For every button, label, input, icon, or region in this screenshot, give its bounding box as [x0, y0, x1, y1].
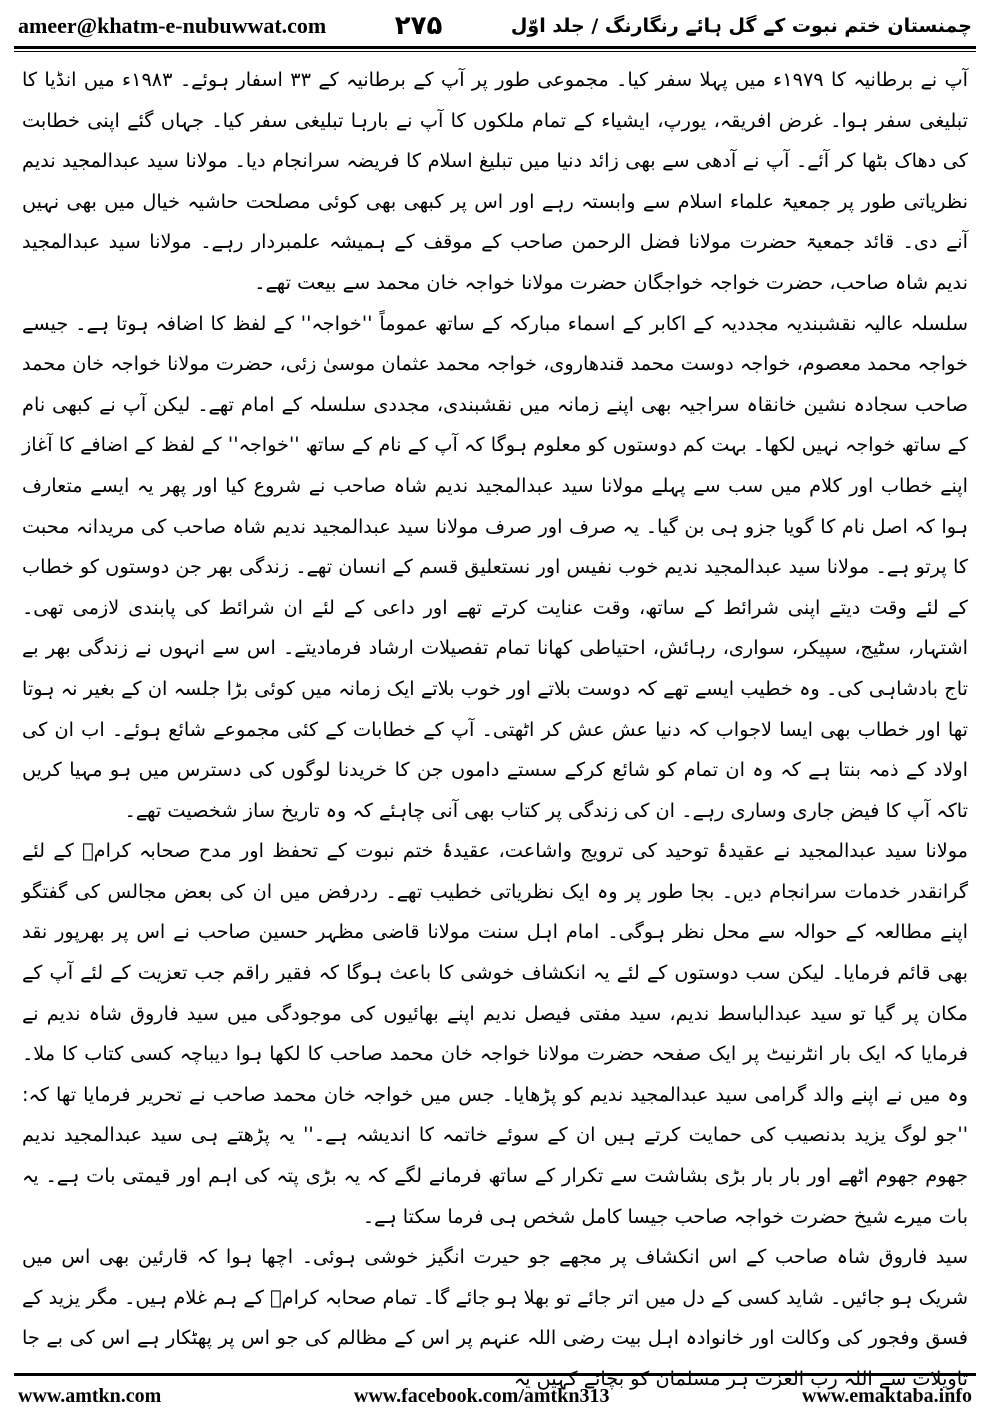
- header-divider: [14, 46, 976, 49]
- paragraph-1: آپ نے برطانیہ کا ۱۹۷۹ء میں پہلا سفر کیا۔ مجموعی طور پر آپ کے برطانیہ کے ۳۳ اسفار ہوئے۔ ۱۹۸۳ء میں انڈیا کا تبلیغی سفر ہوا۔ غرض افریقہ، یورپ، ایشیاء کے تمام ملکوں کا آپ نے بارہا تبلیغی سفر کیا۔ جہاں گئے اپنی خطابت کی دھاک بٹھا کر آئے۔ آپ نے آدھی سے بھی زائد دنیا میں تبلیغ اسلام کا فریضہ سرانجام دیا۔ مولانا سید عبدالمجید ندیم نظریاتی طور پر جمعیۃ علماء اسلام سے وابستہ رہے اور اس پر کبھی بھی کوئی مصلحت حاشیہ خیال میں بھی نہیں آنے دی۔ قائد جمعیۃ حضرت مولانا فضل الرحمن صاحب کے موقف کے ہمیشہ علمبردار رہے۔ مولانا سید عبدالمجید ندیم شاہ صاحب، حضرت خواجہ خواجگان حضرت مولانا خواجہ خان محمد سے بیعت تھے۔: [22, 68, 969, 294]
- footer-link-amtkn[interactable]: www.amtkn.com: [18, 1384, 162, 1407]
- paragraph-3: مولانا سید عبدالمجید نے عقیدۂ توحید کی ترویج واشاعت، عقیدۂ ختم نبوت کے تحفظ اور مدح صحابہ کرامؓ کے لئے گرانقدر خدمات سرانجام دیں۔ بجا طور پر وہ ایک نظریاتی خطیب تھے۔ ردرفض میں ان کی بعض مجالس کی گفتگو اپنے مطالعہ کے حوالہ سے محل نظر ہوگی۔ امام اہل سنت مولانا قاضی مظہر حسین صاحب نے اس پر بھرپور نقد بھی قائم فرمایا۔ لیکن سب دوستوں کے لئے یہ انکشاف خوشی کا باعث ہوگا کہ فقیر راقم جب تعزیت کے لئے آپ کے مکان پر گیا تو سید عبدالباسط ندیم، سید مفتی فیصل ندیم اپنے بھائیوں کی موجودگی میں سید فاروق شاہ ندیم نے فرمایا کہ ایک بار انٹرنیٹ پر ایک صفحہ حضرت مولانا خواجہ خان محمد صاحب کا لکھا ہوا دیباچہ کسی کتاب کا ملا۔ وہ میں نے اپنے والد گرامی سید عبدالمجید ندیم کو پڑھایا۔ جس میں خواجہ خان محمد صاحب نے تحریر فرمایا تھا کہ: ''جو لوگ یزید بدنصیب کی حمایت کرتے ہیں ان کے سوئے خاتمہ کا اندیشہ ہے۔'' یہ پڑھتے ہی سید عبدالمجید ندیم جھوم جھوم اٹھے اور بار بار بڑی بشاشت سے تکرار کے ساتھ فرمانے لگے کہ یہ بڑی پتہ کی اہم اور قیمتی بات ہے۔ یہ بات میرے شیخ حضرت خواجہ صاحب جیسا کامل شخص ہی فرما سکتا ہے۔: [22, 839, 969, 1228]
- footer-link-facebook[interactable]: www.facebook.com/amtkn313: [353, 1384, 610, 1407]
- footer-link-emaktaba[interactable]: www.emaktaba.info: [801, 1384, 972, 1407]
- paragraph-4: سید فاروق شاہ صاحب کے اس انکشاف پر مجھے جو حیرت انگیز خوشی ہوئی۔ اچھا ہوا کہ قارئین بھی اس میں شریک ہو جائیں۔ شاید کسی کے دل میں اتر جائے تو بھلا ہو جائے گا۔ تمام صحابہ کرامؓ کے ہم غلام ہیں۔ مگر یزید کے فسق وفجور کی وکالت اور خانوادہ اہل بیت رضی اللہ عنہم پر اس کے مظالم کی جو اس پر پھٹکار ہے اس کی بے جا تاویلات سے اللہ رب العزت ہر مسلمان کو بچائے کہیں یہ: [22, 1245, 968, 1390]
- page-body: [22, 60, 969, 1390]
- page-header: [18, 8, 972, 44]
- page-footer: [18, 1382, 972, 1410]
- footer-divider: [14, 1373, 976, 1376]
- header-divider-thin: [14, 51, 976, 52]
- paragraph-2: سلسلہ عالیہ نقشبندیہ مجددیہ کے اکابر کے اسماء مبارکہ کے ساتھ عموماً ''خواجہ'' کے لفظ کا اضافہ ہوتا ہے۔ جیسے خواجہ محمد معصوم، خواجہ دوست محمد قندھاروی، خواجہ محمد عثمان موسیٰ زئی، حضرت مولانا خواجہ خان محمد صاحب سجادہ نشین خانقاہ سراجیہ بھی اپنے زمانہ میں نقشبندی، مجددی سلسلہ کے امام تھے۔ لیکن آپ نے کبھی نام کے ساتھ خواجہ نہیں لکھا۔ بہت کم دوستوں کو معلوم ہوگا کہ آپ کے نام کے ساتھ ''خواجہ'' کے لفظ کے اضافے کا آغاز اپنے خطاب اور کلام میں سب سے پہلے مولانا سید عبدالمجید ندیم شاہ صاحب نے شروع کیا اور پھر یہ ایسے متعارف ہوا کہ اصل نام کا گویا جزو ہی بن گیا۔ یہ صرف اور صرف مولانا سید عبدالمجید ندیم شاہ صاحب کی مریدانہ محبت کا پرتو ہے۔ مولانا سید عبدالمجید ندیم خوب نفیس اور نستعلیق قسم کے انسان تھے۔ زندگی بھر جن دوستوں کو خطاب کے لئے وقت دیتے اپنی شرائط کے ساتھ، وقت عنایت کرتے تھے اور داعی کے لئے ان شرائط کی پابندی لازمی تھی۔ اشتہار، سٹیج، سپیکر، سواری، رہائش، احتیاطی کھانا تمام تفصیلات ارشاد فرمادیتے۔ اس سے انہوں نے زندگی بھر بے تاج بادشاہی کی۔ وہ خطیب ایسے تھے کہ دوست بلاتے اور خوب بلاتے ایک زمانہ میں کوئی بڑا جلسہ ان کے بغیر نہ ہوتا تھا اور خطاب بھی ایسا لاجواب کہ دنیا عش عش کر اٹھتی۔ آپ کے خطابات کے کئی مجموعے شائع ہوئے۔ اب ان کی اولاد کے ذمہ بنتا ہے کہ وہ ان تمام کو شائع کرکے سستے داموں جن کا خریدنا لوگوں کی دسترس میں ہو مہیا کریں تاکہ آپ کا فیض جاری وساری رہے۔ ان کی زندگی پر کتاب بھی آنی چاہئے کہ وہ تاریخ ساز شخصیت تھے۔: [22, 311, 968, 822]
- book-title: چمنستان ختم نبوت کے گل ہائے رنگارنگ / جلد اوّل: [510, 15, 972, 37]
- header-email[interactable]: ameer@khatm-e-nubuwwat.com: [18, 13, 327, 38]
- page-number: ۲۷۵: [394, 11, 443, 41]
